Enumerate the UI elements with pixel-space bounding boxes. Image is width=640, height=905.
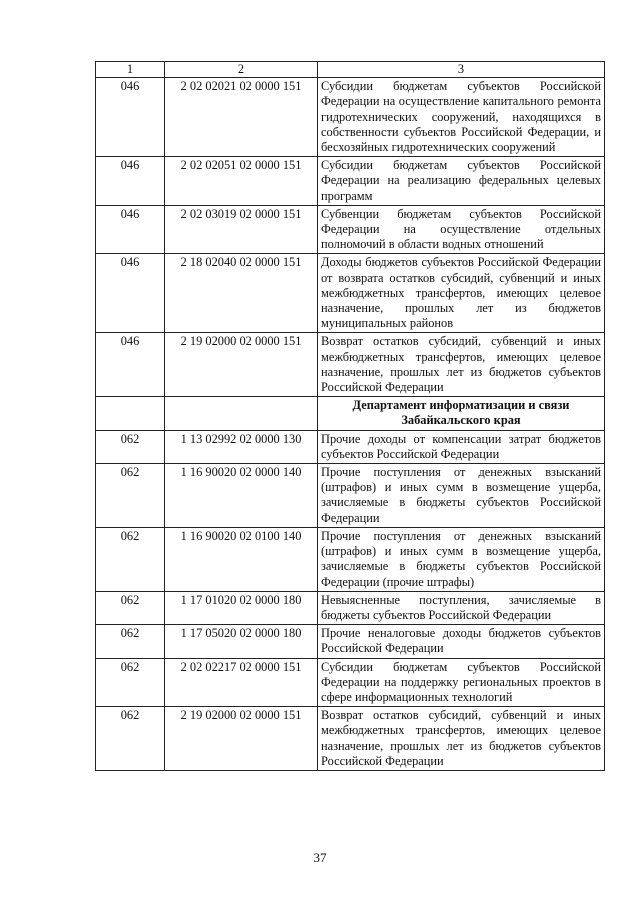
budget-code: 2 18 02040 02 0000 151 bbox=[165, 254, 318, 333]
budget-classification-table bbox=[95, 61, 605, 771]
administrator-code: 062 bbox=[96, 527, 165, 591]
page-number: 37 bbox=[313, 850, 327, 865]
administrator-code: 062 bbox=[96, 658, 165, 707]
administrator-code: 062 bbox=[96, 464, 165, 528]
department-heading: Департамент информатизации и связи Забайкальского края bbox=[318, 397, 605, 430]
administrator-code: 062 bbox=[96, 591, 165, 624]
income-description: Возврат остатков субсидий, субвенций и иных межбюджетных трансфертов, имеющих целевое назначение, прошлых лет из бюджетов субъектов Российской Федерации bbox=[318, 707, 605, 771]
budget-code: 2 02 03019 02 0000 151 bbox=[165, 205, 318, 254]
budget-code: 1 16 90020 02 0100 140 bbox=[165, 527, 318, 591]
department-row bbox=[96, 397, 605, 430]
table-row bbox=[96, 254, 605, 333]
budget-code: 1 13 02992 02 0000 130 bbox=[165, 430, 318, 463]
income-description: Доходы бюджетов субъектов Российской Федерации от возврата остатков субсидий, субвенций и иных межбюджетных трансфертов, имеющих целевое назначение, прошлых лет из бюджетов муниципальных районов bbox=[318, 254, 605, 333]
income-description: Субвенции бюджетам субъектов Российской Федерации на осуществление отдельных полномочий в области водных отношений bbox=[318, 205, 605, 254]
table-row bbox=[96, 333, 605, 397]
table-row bbox=[96, 157, 605, 206]
administrator-code: 046 bbox=[96, 78, 165, 157]
administrator-code: 046 bbox=[96, 157, 165, 206]
budget-code: 2 02 02021 02 0000 151 bbox=[165, 78, 318, 157]
income-description: Невыясненные поступления, зачисляемые в бюджеты субъектов Российской Федерации bbox=[318, 591, 605, 624]
budget-code: 2 02 02051 02 0000 151 bbox=[165, 157, 318, 206]
income-description: Прочие неналоговые доходы бюджетов субъектов Российской Федерации bbox=[318, 625, 605, 658]
column-number: 2 bbox=[165, 62, 318, 78]
table-row bbox=[96, 430, 605, 463]
budget-code: 2 02 02217 02 0000 151 bbox=[165, 658, 318, 707]
table-row bbox=[96, 591, 605, 624]
administrator-code: 046 bbox=[96, 333, 165, 397]
income-description: Прочие поступления от денежных взысканий (штрафов) и иных сумм в возмещение ущерба, зачисляемые в бюджеты субъектов Российской Федерации (прочие штрафы) bbox=[318, 527, 605, 591]
administrator-code: 062 bbox=[96, 430, 165, 463]
income-description: Субсидии бюджетам субъектов Российской Федерации на осуществление капитального ремонта гидротехнических сооружений, находящихся в собственности субъектов Российской Федерации, и бесхозяйных гидротехнических сооружений bbox=[318, 78, 605, 157]
column-number: 1 bbox=[96, 62, 165, 78]
empty-cell bbox=[96, 397, 165, 430]
administrator-code: 046 bbox=[96, 254, 165, 333]
table-row bbox=[96, 625, 605, 658]
table-row bbox=[96, 707, 605, 771]
budget-code: 2 19 02000 02 0000 151 bbox=[165, 333, 318, 397]
table-row bbox=[96, 527, 605, 591]
column-numbers-row bbox=[96, 62, 605, 78]
table-row bbox=[96, 205, 605, 254]
table-row bbox=[96, 464, 605, 528]
table-row bbox=[96, 78, 605, 157]
income-description: Субсидии бюджетам субъектов Российской Федерации на поддержку региональных проектов в сфере информационных технологий bbox=[318, 658, 605, 707]
administrator-code: 062 bbox=[96, 707, 165, 771]
budget-code: 1 17 05020 02 0000 180 bbox=[165, 625, 318, 658]
budget-code: 1 16 90020 02 0000 140 bbox=[165, 464, 318, 528]
income-description: Возврат остатков субсидий, субвенций и иных межбюджетных трансфертов, имеющих целевое назначение, прошлых лет из бюджетов субъектов Российской Федерации bbox=[318, 333, 605, 397]
income-description: Прочие доходы от компенсации затрат бюджетов субъектов Российской Федерации bbox=[318, 430, 605, 463]
income-description: Субсидии бюджетам субъектов Российской Федерации на реализацию федеральных целевых программ bbox=[318, 157, 605, 206]
income-description: Прочие поступления от денежных взысканий (штрафов) и иных сумм в возмещение ущерба, зачисляемые в бюджеты субъектов Российской Федерации bbox=[318, 464, 605, 528]
table-row bbox=[96, 658, 605, 707]
administrator-code: 046 bbox=[96, 205, 165, 254]
column-number: 3 bbox=[318, 62, 605, 78]
budget-code: 1 17 01020 02 0000 180 bbox=[165, 591, 318, 624]
empty-cell bbox=[165, 397, 318, 430]
budget-code: 2 19 02000 02 0000 151 bbox=[165, 707, 318, 771]
administrator-code: 062 bbox=[96, 625, 165, 658]
